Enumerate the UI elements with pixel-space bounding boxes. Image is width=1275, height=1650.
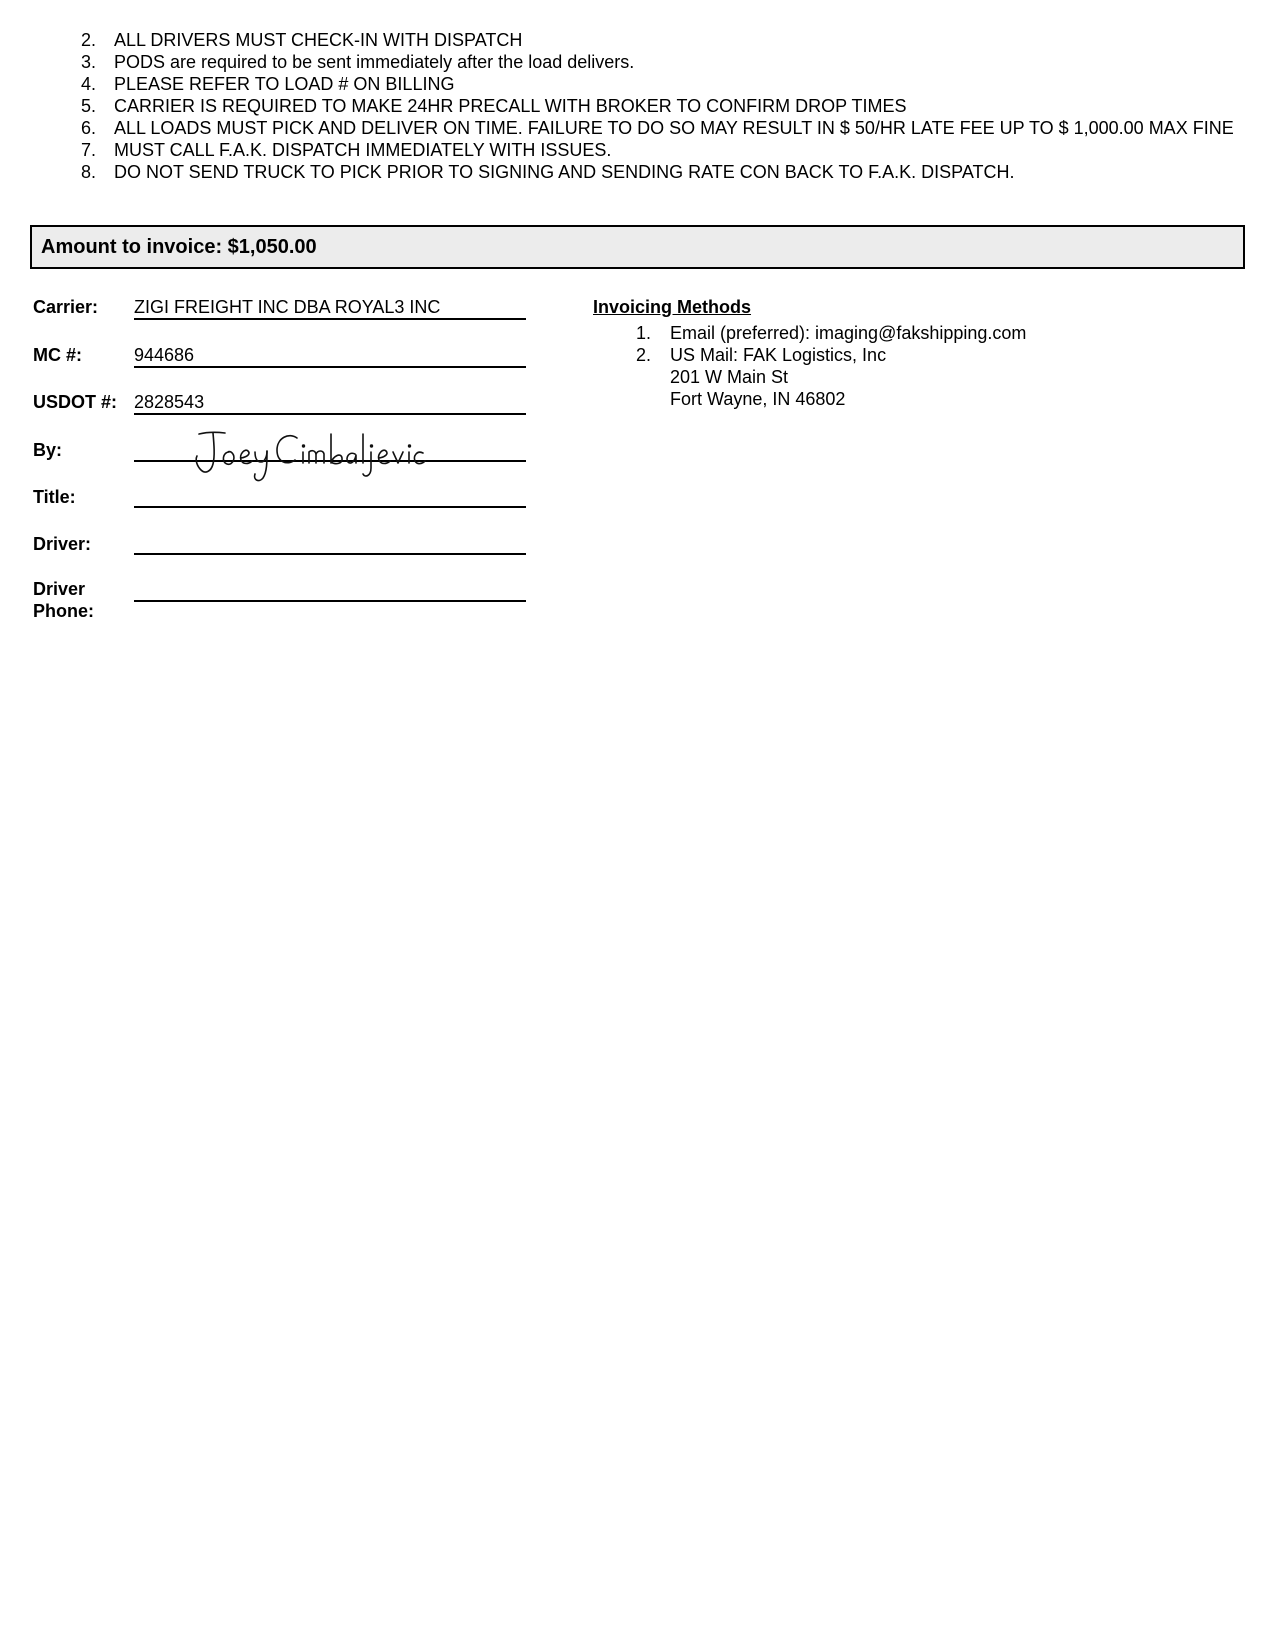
driver-line — [134, 553, 526, 555]
invoicing-email: Email (preferred): imaging@fakshipping.com — [670, 323, 1027, 343]
list-item-number: 6. — [80, 118, 96, 138]
usdot-value: 2828543 — [134, 392, 205, 412]
list-item — [70, 29, 1250, 51]
carrier-label: Carrier: — [33, 297, 99, 317]
invoicing-mail-city: Fort Wayne, IN 46802 — [670, 389, 846, 409]
driver-phone-label-line1: Driver — [33, 579, 86, 599]
list-item-number: 1. — [636, 323, 652, 343]
invoicing-methods-title: Invoicing Methods — [593, 297, 752, 317]
list-item-text: DO NOT SEND TRUCK TO PICK PRIOR TO SIGNING AND SENDING RATE CON BACK TO F.A.K. DISPATCH. — [114, 162, 1015, 182]
list-item-number: 7. — [80, 140, 96, 160]
title-line — [134, 506, 526, 508]
list-item-number: 8. — [80, 162, 96, 182]
list-item — [70, 117, 1250, 139]
usdot-label: USDOT #: — [33, 392, 118, 412]
list-item-number: 5. — [80, 96, 96, 116]
requirements-list — [70, 29, 1250, 183]
by-label: By: — [33, 440, 63, 460]
list-item-number: 2. — [80, 30, 96, 50]
list-item-text — [670, 344, 886, 410]
list-item-text: CARRIER IS REQUIRED TO MAKE 24HR PRECALL WITH BROKER TO CONFIRM DROP TIMES — [114, 96, 907, 116]
mc-value: 944686 — [134, 345, 195, 365]
amount-box — [30, 225, 1245, 269]
driver-label: Driver: — [33, 534, 92, 554]
driver-phone-line — [134, 600, 526, 602]
usdot-line — [134, 413, 526, 415]
list-item — [636, 322, 1026, 344]
list-item — [70, 161, 1250, 183]
list-item-number: 4. — [80, 74, 96, 94]
list-item-text — [670, 322, 1026, 344]
invoicing-mail-street: 201 W Main St — [670, 367, 789, 387]
mc-label: MC #: — [33, 345, 82, 365]
carrier-line — [134, 318, 526, 320]
title-label: Title: — [33, 487, 76, 507]
list-item-text: PODS are required to be sent immediately after the load delivers. — [114, 52, 635, 72]
amount-to-invoice: Amount to invoice: $1,050.00 — [41, 235, 317, 258]
list-item-text: PLEASE REFER TO LOAD # ON BILLING — [114, 74, 455, 94]
list-item — [636, 344, 1026, 410]
carrier-value: ZIGI FREIGHT INC DBA ROYAL3 INC — [134, 297, 441, 317]
invoicing-methods-list — [636, 322, 1026, 410]
list-item — [70, 51, 1250, 73]
signature-image — [185, 424, 455, 484]
driver-phone-label-line2: Phone: — [33, 601, 94, 621]
list-item-number: 2. — [636, 345, 652, 365]
list-item-text: ALL LOADS MUST PICK AND DELIVER ON TIME. FAILURE TO DO SO MAY RESULT IN $ 50/HR LATE FEE UP TO $ 1,000.00 MAX FINE — [114, 118, 1234, 138]
list-item-text: ALL DRIVERS MUST CHECK-IN WITH DISPATCH — [114, 30, 523, 50]
list-item-number: 3. — [80, 52, 96, 72]
list-item-text: MUST CALL F.A.K. DISPATCH IMMEDIATELY WITH ISSUES. — [114, 140, 612, 160]
invoicing-mail-name: US Mail: FAK Logistics, Inc — [670, 345, 887, 365]
list-item — [70, 139, 1250, 161]
driver-phone-label — [33, 578, 94, 622]
list-item — [70, 73, 1250, 95]
mc-line — [134, 366, 526, 368]
list-item — [70, 95, 1250, 117]
